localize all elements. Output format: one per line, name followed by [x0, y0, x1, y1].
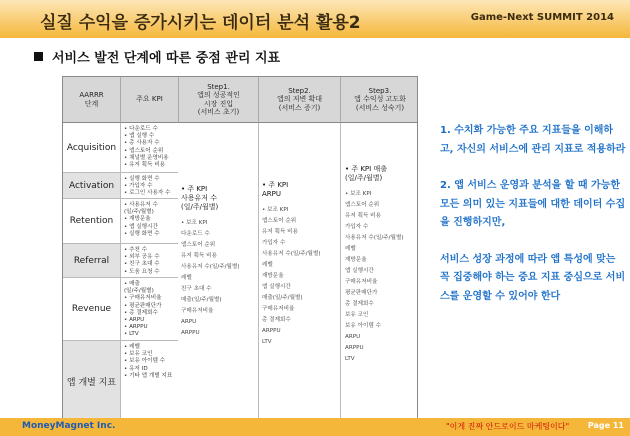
sub-kpi-text: 레벨: [181, 275, 192, 281]
kpi-item: • 재방문율: [124, 216, 151, 223]
column-divider: [258, 123, 259, 421]
sub-kpi-text: 매출(일/주/월별): [181, 297, 222, 303]
stage-cell: Retention: [63, 199, 120, 244]
heading-text: 서비스 발전 단계에 따른 중점 관리 지표: [52, 50, 281, 66]
stage-cell: Acquisition: [63, 123, 120, 173]
step3-kpi-list: [345, 165, 404, 365]
note-text: 서비스 성장 과정에 따라 앱 특성에 맞는 꼭 집중해야 하는 중요 지표 중심으로 서비스를 운영할 수 있어야 한다: [440, 253, 626, 302]
sub-kpi-text: 평균판매단가: [345, 290, 378, 296]
sub-kpi-text: ARPPU: [262, 328, 281, 334]
kpi-item: (일/주/월별): [124, 209, 154, 216]
main-kpi-text: • 주 KPI 매출: [345, 165, 387, 173]
book-title: "이게 진짜 안드로이드 마케팅이다": [446, 422, 570, 431]
kpi-item: • 로그인 사용자 수: [124, 190, 171, 197]
kpi-item: • 앱 실행시간: [124, 223, 158, 230]
main-kpi-text: ARPU: [262, 190, 281, 198]
sub-kpi-text: 유저 획득 비용: [181, 253, 217, 259]
sub-kpi-text: 레벨: [345, 246, 356, 252]
note-text: 1. 수치화 가능한 주요 지표들을 이해하고, 자신의 서비스에 관리 지표로 적용하라: [440, 125, 626, 155]
kpi-item: • 사용유저 수: [124, 202, 158, 208]
header-step1: Step1. 앱의 성공적인 시장 진입 (서비스 초기): [178, 77, 258, 123]
sub-kpi-text: ARPU: [181, 319, 197, 325]
kpi-cell: [120, 173, 178, 199]
slide-title: 실질 수익을 증가시키는 데이터 분석 활용2: [40, 13, 361, 33]
kpi-cell: [120, 278, 178, 341]
event-name: Game-Next SUMMIT 2014: [470, 12, 614, 23]
kpi-item: (일/주/월별): [124, 288, 154, 295]
sub-kpi-text: 사용유저 수(일/주/월별): [262, 251, 321, 257]
sub-kpi-text: ARPPU: [345, 345, 364, 351]
kpi-item: • 가입자 수: [124, 183, 153, 190]
sub-kpi-text: 앱스토어 순위: [181, 242, 216, 248]
kpi-item: • 총 사용자 수: [124, 140, 160, 147]
kpi-item: • 평균판매단가: [124, 302, 162, 309]
main-kpi-text: (일/주/월별): [181, 203, 219, 211]
kpi-item: • LTV: [124, 331, 139, 338]
sub-kpi-text: 재방문율: [345, 257, 367, 263]
sub-kpi-text: • 보조 KPI: [181, 220, 208, 226]
sub-kpi-text: ARPPU: [181, 330, 200, 336]
stage-cell: Referral: [63, 244, 120, 278]
column-divider: [340, 123, 341, 421]
sub-kpi-text: ARPU: [345, 334, 361, 340]
header-kpi: 주요 KPI: [120, 77, 178, 123]
sub-kpi-text: 보유 아이템 수: [345, 323, 381, 329]
sub-kpi-text: 가입자 수: [345, 224, 369, 230]
sub-kpi-text: 앱 실행시간: [345, 268, 374, 274]
step1-kpi-list: [181, 185, 240, 339]
kpi-item: • 총 결제회수: [124, 309, 158, 316]
kpi-item: • 보유 코인: [124, 351, 153, 358]
square-bullet-icon: [34, 52, 43, 61]
sub-kpi-text: 보유 코인: [345, 312, 369, 318]
main-kpi-text: • 주 KPI: [262, 181, 289, 189]
stage-cell: Activation: [63, 173, 120, 199]
note-text: 2. 앱 서비스 운영과 분석을 할 때 가능한 모든 의미 있는 지표들에 대한 데이터 수집을 진행하지만,: [440, 180, 626, 228]
kpi-table: [62, 76, 418, 422]
sub-kpi-text: LTV: [262, 339, 272, 345]
kpi-cell: [120, 123, 178, 173]
sub-kpi-text: 총 결제회수: [262, 317, 291, 323]
sub-kpi-text: 총 결제회수: [345, 301, 374, 307]
sub-kpi-text: 레벨: [262, 262, 273, 268]
kpi-cell: [120, 244, 178, 278]
company-name: MoneyMagnet Inc.: [22, 421, 116, 431]
sub-kpi-text: 친구 초대 수: [181, 286, 212, 292]
sub-kpi-text: 매출(일/주/월별): [262, 295, 303, 301]
sub-kpi-text: 구매유저비율: [345, 279, 378, 285]
sub-kpi-text: 다운로드 수: [181, 231, 210, 237]
sub-kpi-text: 사용유저 수(일/주/월별): [181, 264, 240, 270]
kpi-item: • 구매유저비율: [124, 295, 162, 302]
kpi-item: • 앱스토어 순위: [124, 147, 164, 154]
sub-kpi-text: 앱 실행시간: [262, 284, 291, 290]
sub-kpi-text: 재방문율: [262, 273, 284, 279]
kpi-item: • 실행 화면 수: [124, 230, 160, 237]
kpi-item: • 앱 실행 수: [124, 133, 155, 140]
sub-kpi-text: 가입자 수: [262, 240, 286, 246]
step2-kpi-list: [262, 181, 321, 348]
main-kpi-text: • 주 KPI: [181, 185, 208, 193]
sub-kpi-text: • 보조 KPI: [262, 207, 289, 213]
kpi-item: • 다운로드 수: [124, 126, 158, 132]
kpi-item: • 친구 초대 수: [124, 261, 160, 268]
main-kpi-text: 사용유저 수: [181, 194, 218, 202]
kpi-item: • ARPPU: [124, 324, 148, 331]
sub-kpi-text: LTV: [345, 356, 355, 362]
kpi-item: • 보유 아이템 수: [124, 358, 166, 365]
kpi-item: • 도움 요청 수: [124, 268, 160, 275]
sub-kpi-text: 앱스토어 순위: [262, 218, 297, 224]
kpi-cell: [120, 341, 178, 422]
header-step3: Step3. 앱 수익성 고도화 (서비스 성숙기): [340, 77, 418, 123]
sub-kpi-text: 사용유저 수(일/주/월별): [345, 235, 404, 241]
header-step2: Step2. 앱의 저변 확대 (서비스 증기): [258, 77, 340, 123]
kpi-cell: [120, 199, 178, 244]
stage-cell: Revenue: [63, 278, 120, 341]
sub-kpi-text: 구매유저비율: [181, 308, 214, 314]
section-heading: [34, 46, 280, 66]
kpi-item: • 추천 수: [124, 247, 148, 253]
kpi-item: • ARPU: [124, 317, 145, 324]
header-stage: AARRR 단계: [63, 77, 120, 123]
sub-kpi-text: 유저 획득 비용: [345, 213, 381, 219]
kpi-item: • 매출: [124, 281, 140, 287]
kpi-item: • 유저 획득 비용: [124, 162, 166, 169]
page-number: Page 11: [587, 421, 624, 430]
kpi-item: • 기타 앱 개별 지표: [124, 372, 173, 379]
sub-kpi-text: 앱스토어 순위: [345, 202, 380, 208]
kpi-item: • 실행 화면 수: [124, 176, 160, 182]
sub-kpi-text: 유저 획득 비용: [262, 229, 298, 235]
sub-kpi-text: • 보조 KPI: [345, 191, 372, 197]
kpi-item: • 외부 공유 수: [124, 254, 160, 261]
kpi-item: • 유저 ID: [124, 365, 148, 372]
stage-cell: 앱 개별 지표: [63, 341, 120, 422]
kpi-item: • 레벨: [124, 344, 140, 350]
kpi-item: • 채널별 운영비용: [124, 154, 169, 161]
main-kpi-text: (일/주/월별): [345, 174, 383, 182]
notes-panel: [440, 122, 626, 324]
sub-kpi-text: 구매유저비율: [262, 306, 295, 312]
